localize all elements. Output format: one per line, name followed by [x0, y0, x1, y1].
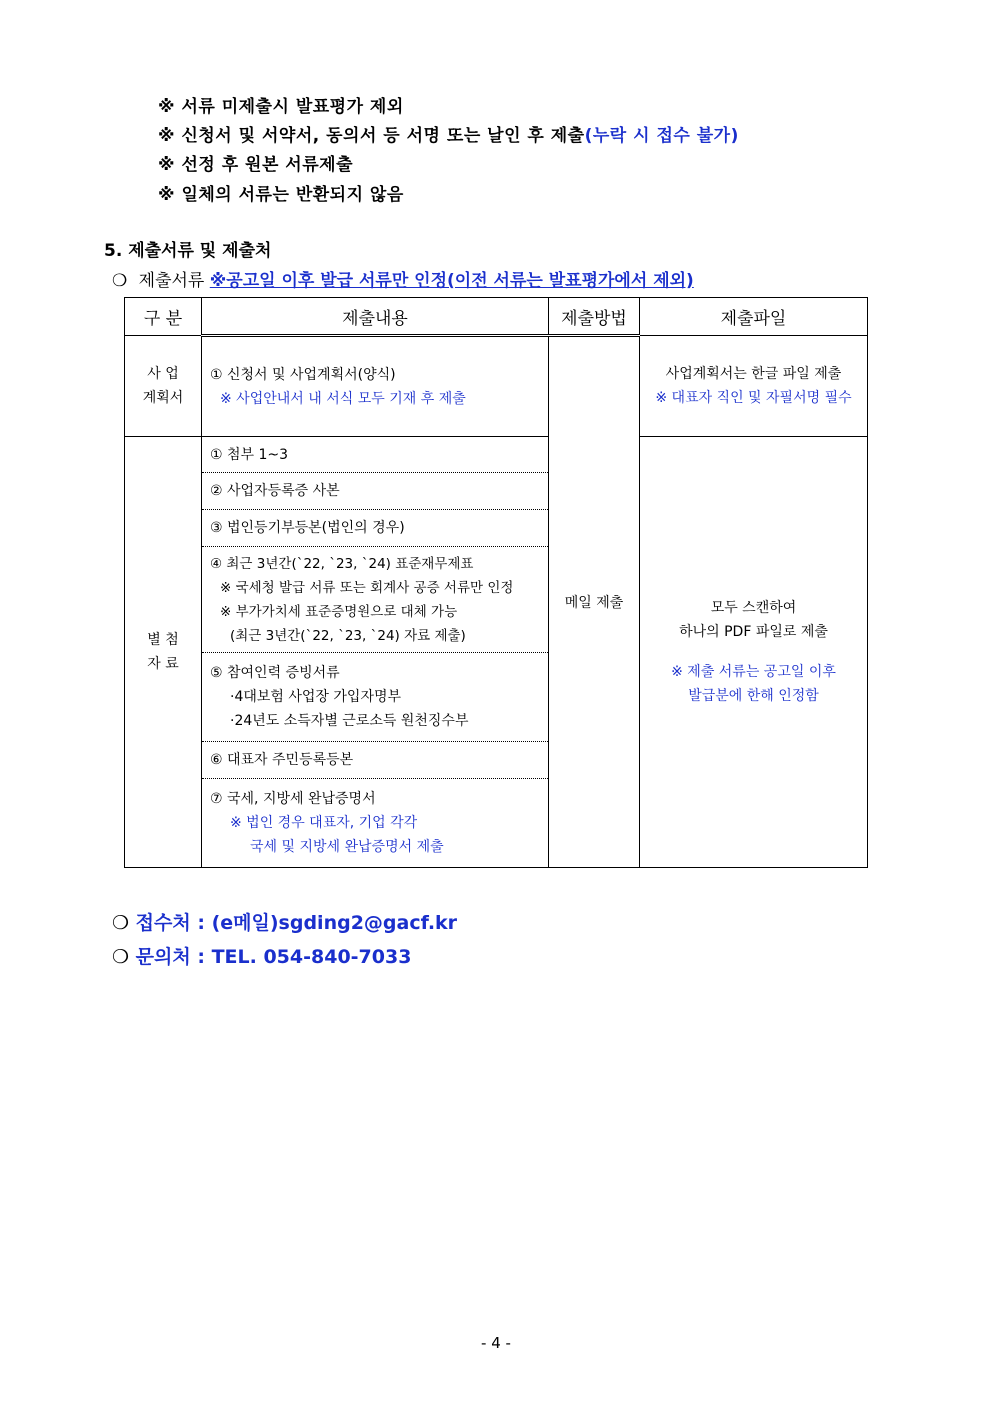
- contact-inquiry: [112, 942, 411, 969]
- file-business-plan: 사업계획서는 한글 파일 제출 ※ 대표자 직인 및 자필서명 필수: [640, 336, 868, 437]
- contact-label: 문의처 :: [135, 946, 205, 968]
- attach-item-5: ⑤ 참여인력 증빙서류 ·4대보험 사업장 가입자명부 ·24년도 소득자별 근로소득 원천징수부: [202, 653, 549, 742]
- contact-reception: [112, 908, 457, 935]
- note-1: ※ 서류 미제출시 발표평가 제외: [158, 97, 404, 117]
- contact-phone[interactable]: TEL. 054-840-7033: [211, 946, 412, 968]
- attach-item-6: ⑥ 대표자 주민등록등본: [202, 742, 549, 779]
- sub-heading: [112, 266, 694, 291]
- contact-label: 접수처 :: [135, 912, 205, 934]
- header-method: 제출방법: [549, 298, 640, 336]
- attach-item-3: ③ 법인등기부등본(법인의 경우): [202, 510, 549, 547]
- note-3: ※ 선정 후 원본 서류제출: [158, 155, 353, 175]
- circle-bullet-icon: ❍: [112, 912, 130, 934]
- attach-item-1: ① 첨부 1~3: [202, 437, 549, 473]
- submission-table: [124, 297, 868, 868]
- content-business-plan: ① 신청서 및 사업계획서(양식) ※ 사업안내서 내 서식 모두 기재 후 제출: [202, 336, 549, 437]
- circle-bullet-icon: ❍: [112, 271, 128, 291]
- note-4: ※ 일체의 서류는 반환되지 않음: [158, 185, 404, 205]
- section-title: 5. 제출서류 및 제출처: [104, 241, 272, 261]
- attach-item-7: ⑦ 국세, 지방세 완납증명서 ※ 법인 경우 대표자, 기업 각각 국세 및 지방세 완납증명서 제출: [202, 779, 549, 868]
- contact-email[interactable]: (e메일)sgding2@gacf.kr: [211, 912, 458, 934]
- sub-note: ※공고일 이후 발급 서류만 인정(이전 서류는 발표평가에서 제외): [209, 271, 694, 291]
- note-2: ※ 신청서 및 서약서, 동의서 등 서명 또는 날인 후 제출(누락 시 접수 불가): [158, 126, 739, 146]
- attach-item-2: ② 사업자등록증 사본: [202, 473, 549, 510]
- attach-item-4: ④ 최근 3년간(`22, `23, `24) 표준재무제표 ※ 국세청 발급 서류 또는 회계사 공증 서류만 인정 ※ 부가가치세 표준증명원으로 대체 가능 (최근 3년간(`22, `23, `24) 자료 제출): [202, 547, 549, 653]
- header-category: 구 분: [125, 298, 202, 336]
- header-file: 제출파일: [640, 298, 868, 336]
- category-business-plan: 사 업 계획서: [125, 336, 202, 437]
- page-number: - 4 -: [481, 1334, 511, 1352]
- sub-label: 제출서류: [138, 271, 205, 291]
- header-content: 제출내용: [202, 298, 549, 336]
- category-attachments: 별 첨 자 료: [125, 437, 202, 868]
- circle-bullet-icon: ❍: [112, 946, 130, 968]
- submission-method: 메일 제출: [549, 336, 640, 868]
- file-attachments: 모두 스캔하여 하나의 PDF 파일로 제출 ※ 제출 서류는 공고일 이후 발급분에 한해 인정함: [640, 437, 868, 868]
